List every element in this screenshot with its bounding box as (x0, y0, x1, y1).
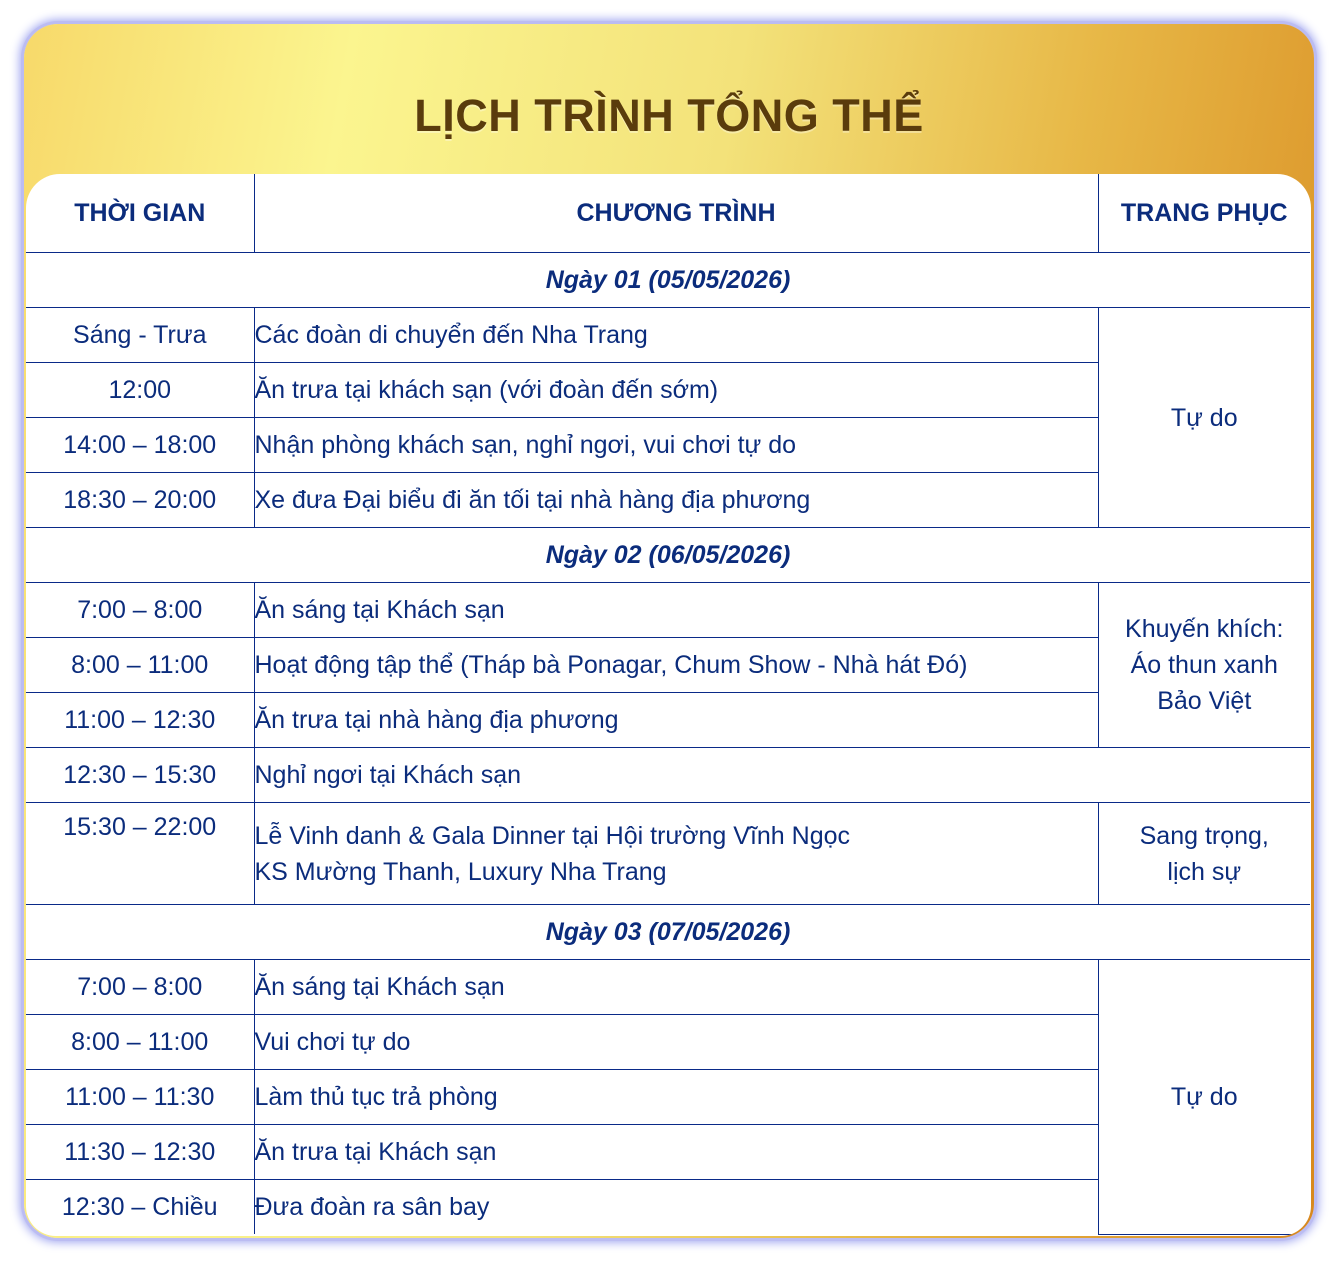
table-row (26, 748, 1310, 803)
program-cell: Vui chơi tự do (254, 1015, 1098, 1070)
dress-line: Khuyến khích: (1125, 615, 1284, 643)
dress-cell: Tự do (1098, 308, 1310, 528)
schedule-card (24, 24, 1314, 1238)
time-cell: 7:00 – 8:00 (26, 960, 254, 1015)
program-cell: Ăn sáng tại Khách sạn (254, 960, 1098, 1015)
program-cell: Ăn trưa tại Khách sạn (254, 1125, 1098, 1180)
day-row (26, 253, 1310, 308)
page-title: LỊCH TRÌNH TỔNG THỂ (414, 90, 924, 141)
table-row (26, 583, 1310, 638)
time-cell: 12:30 – 15:30 (26, 748, 254, 803)
dress-line: Áo thun xanh (1130, 651, 1278, 679)
program-cell (254, 803, 1098, 905)
dress-cell (1098, 803, 1310, 905)
program-cell: Nghỉ ngơi tại Khách sạn (254, 748, 1310, 803)
day-label: Ngày 01 (05/05/2026) (26, 253, 1310, 308)
day-row (26, 528, 1310, 583)
time-cell: 11:30 – 12:30 (26, 1125, 254, 1180)
program-cell: Đưa đoàn ra sân bay (254, 1180, 1098, 1235)
program-cell: Hoạt động tập thể (Tháp bà Ponagar, Chum Show - Nhà hát Đó) (254, 638, 1098, 693)
schedule-panel (26, 174, 1311, 1236)
dress-line: lịch sự (1167, 857, 1242, 886)
header-dress: TRANG PHỤC (1098, 174, 1310, 253)
program-cell: Nhận phòng khách sạn, nghỉ ngơi, vui chơi tự do (254, 418, 1098, 473)
program-cell: Ăn trưa tại nhà hàng địa phương (254, 693, 1098, 748)
schedule-table (26, 174, 1310, 1235)
program-cell: Làm thủ tục trả phòng (254, 1070, 1098, 1125)
dress-line: Bảo Việt (1157, 687, 1252, 715)
time-cell: 7:00 – 8:00 (26, 583, 254, 638)
time-cell: 12:00 (26, 363, 254, 418)
day-label: Ngày 02 (06/05/2026) (26, 528, 1310, 583)
day-label: Ngày 03 (07/05/2026) (26, 905, 1310, 960)
header-program: CHƯƠNG TRÌNH (254, 174, 1098, 253)
time-cell: 8:00 – 11:00 (26, 638, 254, 693)
time-cell: 15:30 – 22:00 (26, 803, 254, 905)
program-line: KS Mường Thanh, Luxury Nha Trang (254, 857, 667, 886)
time-cell: 14:00 – 18:00 (26, 418, 254, 473)
time-cell: 18:30 – 20:00 (26, 473, 254, 528)
table-row (26, 308, 1310, 363)
program-cell: Các đoàn di chuyển đến Nha Trang (254, 308, 1098, 363)
program-cell: Ăn trưa tại khách sạn (với đoàn đến sớm) (254, 363, 1098, 418)
time-cell: 11:00 – 11:30 (26, 1070, 254, 1125)
table-row (26, 960, 1310, 1015)
dress-line: Sang trọng, (1139, 821, 1269, 850)
time-cell: 12:30 – Chiều (26, 1180, 254, 1235)
time-cell: 11:00 – 12:30 (26, 693, 254, 748)
day-row (26, 905, 1310, 960)
header-row (26, 174, 1310, 253)
time-cell: 8:00 – 11:00 (26, 1015, 254, 1070)
header-time: THỜI GIAN (26, 174, 254, 253)
program-cell: Xe đưa Đại biểu đi ăn tối tại nhà hàng địa phương (254, 473, 1098, 528)
time-cell: Sáng - Trưa (26, 308, 254, 363)
dress-cell (1098, 583, 1310, 748)
program-line: Lễ Vinh danh & Gala Dinner tại Hội trường Vĩnh Ngọc (254, 821, 851, 850)
table-row (26, 803, 1310, 905)
program-cell: Ăn sáng tại Khách sạn (254, 583, 1098, 638)
dress-cell: Tự do (1098, 960, 1310, 1235)
